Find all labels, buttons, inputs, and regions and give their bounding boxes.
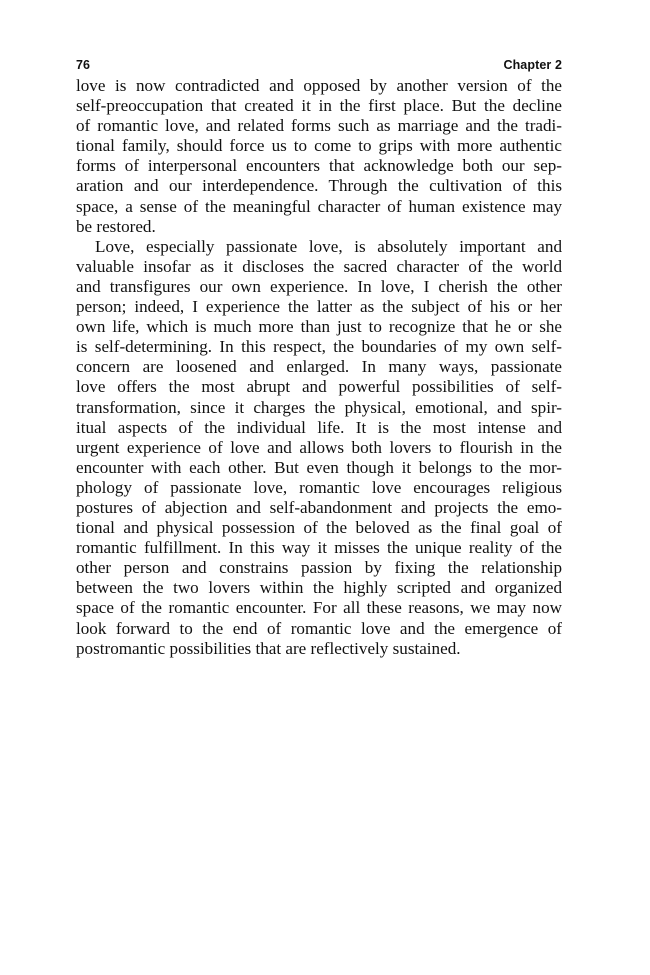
text-line: itual aspects of the individual life. It is the most intense and — [76, 417, 562, 437]
text-line: look forward to the end of romantic love and the emergence of — [76, 618, 562, 638]
text-line: own life, which is much more than just to recognize that he or she — [76, 317, 562, 337]
text-line: self-preoccupation that created it in the first place. But the decline — [76, 96, 562, 116]
text-line: love offers the most abrupt and powerful possibilities of self- — [76, 377, 562, 397]
body-text — [76, 76, 562, 659]
text-line: be restored. — [76, 216, 156, 236]
text-line: love is now contradicted and opposed by another version of the — [76, 76, 562, 95]
running-head — [76, 56, 562, 74]
text-line: Love, especially passionate love, is absolutely important and — [95, 236, 562, 256]
book-page — [76, 56, 562, 659]
paragraph — [76, 237, 562, 659]
page-number: 76 — [76, 58, 91, 72]
text-line: aration and our interdependence. Through the cultivation of this — [76, 176, 562, 196]
paragraph — [76, 76, 562, 237]
text-line: tional and physical possession of the beloved as the final goal of — [76, 518, 562, 538]
text-line: romantic fulfillment. In this way it misses the unique reality of the — [76, 538, 562, 558]
text-line: encounter with each other. But even though it belongs to the mor- — [76, 457, 562, 477]
text-line: between the two lovers within the highly scripted and organized — [76, 578, 562, 598]
text-line: postures of abjection and self-abandonment and projects the emo- — [76, 497, 562, 517]
text-line: concern are loosened and enlarged. In many ways, passionate — [76, 357, 562, 377]
text-line: space, a sense of the meaningful character of human existence may — [76, 196, 562, 216]
text-line: is self-determining. In this respect, the boundaries of my own self- — [76, 337, 562, 357]
text-line: forms of interpersonal encounters that acknowledge both our sep- — [76, 156, 562, 176]
text-line: tional family, should force us to come to grips with more authentic — [76, 136, 562, 156]
text-line: other person and constrains passion by fixing the relationship — [76, 558, 562, 578]
text-line: and transfigures our own experience. In love, I cherish the other — [76, 276, 562, 296]
text-line: transformation, since it charges the physical, emotional, and spir- — [76, 397, 562, 417]
chapter-label: Chapter 2 — [503, 58, 562, 72]
text-line: postromantic possibilities that are reflectively sustained. — [76, 638, 461, 658]
text-line: valuable insofar as it discloses the sacred character of the world — [76, 256, 562, 276]
text-line: of romantic love, and related forms such as marriage and the tradi- — [76, 116, 562, 136]
text-line: person; indeed, I experience the latter as the subject of his or her — [76, 297, 562, 317]
text-line: urgent experience of love and allows both lovers to flourish in the — [76, 437, 562, 457]
text-line: space of the romantic encounter. For all these reasons, we may now — [76, 598, 562, 618]
text-line: phology of passionate love, romantic love encourages religious — [76, 477, 562, 497]
